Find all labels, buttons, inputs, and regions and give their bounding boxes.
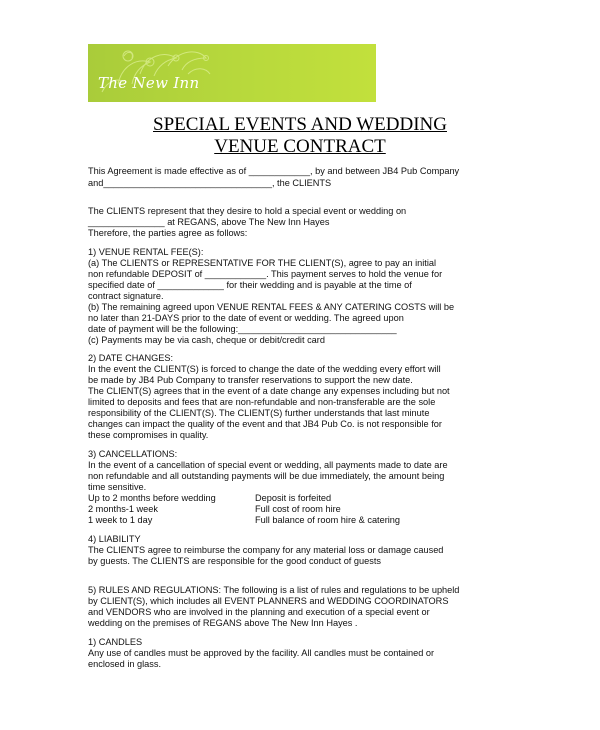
venue-logo-text: The New Inn [98, 74, 200, 92]
cancellation-period: 1 week to 1 day [88, 515, 153, 525]
venue-rental-line: (a) The CLIENTS or REPRESENTATIVE FOR THE CLIENT(S), agree to pay an initial [88, 258, 437, 268]
venue-rental-line: specified date of _____________ for their wedding and is payable at the time of [88, 280, 412, 290]
intro-line: and_________________________________, the CLIENTS [88, 178, 332, 188]
cancellation-period: Up to 2 months before wedding [88, 493, 216, 503]
represent-line: Therefore, the parties agree as follows: [88, 228, 248, 238]
liability-line: The CLIENTS agree to reimburse the company for any material loss or damage caused [88, 545, 444, 555]
cancellation-charge: Deposit is forfeited [255, 493, 332, 503]
section-heading-date-changes: 2) DATE CHANGES: [88, 353, 174, 363]
rules-line: by CLIENT(S), which includes all EVENT PLANNERS and WEDDING COORDINATORS [88, 596, 449, 606]
date-changes-line: In the event the CLIENT(S) is forced to change the date of the wedding every effort will [88, 364, 441, 374]
intro-line: This Agreement is made effective as of ____________, by and between JB4 Pub Company [88, 166, 460, 176]
cancellation-charge: Full cost of room hire [255, 504, 341, 514]
cancellations-line: non refundable and all outstanding payments will be due immediately, the amount being [88, 471, 445, 481]
venue-rental-line: date of payment will be the following:_______________________________ [88, 324, 397, 334]
venue-rental-line: non refundable DEPOSIT of ____________. This payment serves to hold the venue for [88, 269, 443, 279]
venue-rental-line: (b) The remaining agreed upon VENUE RENTAL FEES & ANY CATERING COSTS will be [88, 302, 455, 312]
cancellation-charge: Full balance of room hire & catering [255, 515, 401, 525]
cancellations-line: In the event of a cancellation of special event or wedding, all payments made to date are [88, 460, 448, 470]
date-changes-line: be made by JB4 Pub Company to transfer reservations to support the new date. [88, 375, 413, 385]
floral-ornament-icon [88, 44, 376, 102]
section-heading-cancellations: 3) CANCELLATIONS: [88, 449, 178, 459]
section-heading-venue-rental: 1) VENUE RENTAL FEE(S): [88, 247, 204, 257]
contract-title-line2: VENUE CONTRACT [214, 136, 386, 157]
rules-line: 5) RULES AND REGULATIONS: The following is a list of rules and regulations to be upheld [88, 585, 460, 595]
section-heading-liability: 4) LIABILITY [88, 534, 141, 544]
liability-line: by guests. The CLIENTS are responsible for the good conduct of guests [88, 556, 381, 566]
cancellations-line: time sensitive. [88, 482, 147, 492]
represent-line: _______________ at REGANS, above The New Inn Hayes [88, 217, 330, 227]
candles-line: enclosed in glass. [88, 659, 162, 669]
venue-rental-line: (c) Payments may be via cash, cheque or debit/credit card [88, 335, 325, 345]
date-changes-line: The CLIENT(S) agrees that in the event of a date change any expenses including but not [88, 386, 450, 396]
candles-line: Any use of candles must be approved by the facility. All candles must be contained or [88, 648, 435, 658]
contract-title-line1: SPECIAL EVENTS AND WEDDING [153, 114, 447, 135]
date-changes-line: these compromises in quality. [88, 430, 209, 440]
cancellation-period: 2 months-1 week [88, 504, 158, 514]
represent-line: The CLIENTS represent that they desire to hold a special event or wedding on [88, 206, 407, 216]
rules-line: wedding on the premises of REGANS above The New Inn Hayes . [88, 618, 358, 628]
venue-rental-line: contract signature. [88, 291, 164, 301]
date-changes-line: changes can impact the quality of the event and that JB4 Pub Co. is not responsible for [88, 419, 442, 429]
rules-line: and VENDORS who are involved in the planning and execution of a special event or [88, 607, 430, 617]
section-heading-candles: 1) CANDLES [88, 637, 143, 647]
date-changes-line: responsibility of the CLIENT(S). The CLIENT(S) further understands that last minute [88, 408, 430, 418]
venue-logo-banner [88, 44, 376, 102]
venue-rental-line: no later than 21-DAYS prior to the date of event or wedding. The agreed upon [88, 313, 404, 323]
date-changes-line: limited to deposits and fees that are non-refundable and non-transferable are the sole [88, 397, 436, 407]
